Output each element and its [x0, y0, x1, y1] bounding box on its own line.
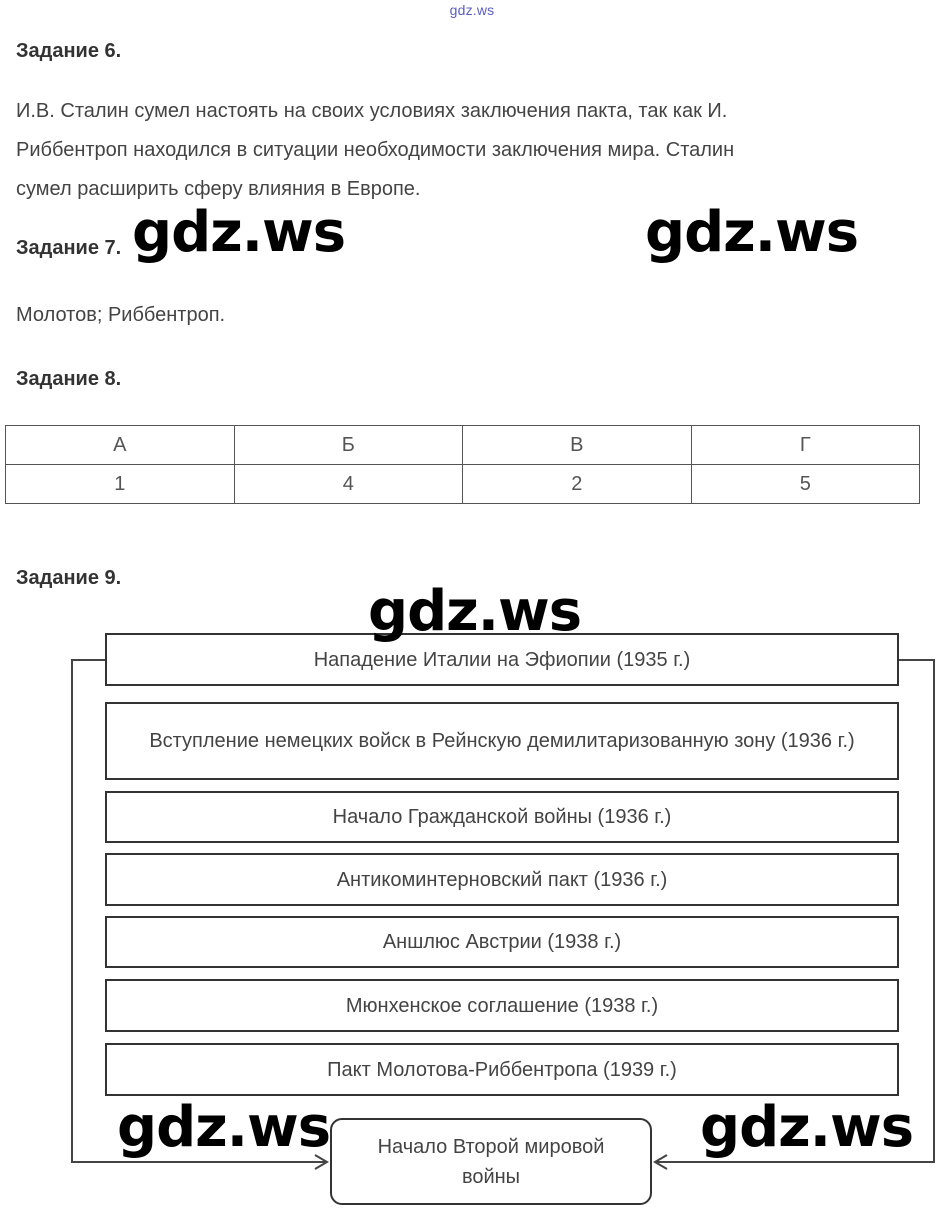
table-cell: 4 [234, 465, 463, 504]
table-header-cell: Г [691, 426, 920, 465]
table-cell: 1 [6, 465, 235, 504]
watermark: gdz.ws [368, 579, 582, 644]
event-box: Мюнхенское соглашение (1938 г.) [105, 979, 899, 1032]
task7-heading: Задание 7. [16, 237, 122, 259]
table-header-cell: В [463, 426, 692, 465]
event-box: Вступление немецких войск в Рейнскую демилитаризованную зону (1936 г.) [105, 702, 899, 780]
task6-line: И.В. Сталин сумел настоять на своих условиях заключения пакта, так как И. [16, 100, 728, 122]
event-box: Нападение Италии на Эфиопии (1935 г.) [105, 633, 899, 686]
watermark: gdz.ws [132, 200, 346, 265]
result-box: Начало Второй мировой войны [330, 1118, 652, 1205]
task8-heading: Задание 8. [16, 368, 122, 390]
task6-line: Риббентроп находился в ситуации необходимости заключения мира. Сталин [16, 139, 735, 161]
table-cell: 5 [691, 465, 920, 504]
task9-heading: Задание 9. [16, 567, 122, 589]
watermark: gdz.ws [700, 1095, 914, 1160]
task6-heading: Задание 6. [16, 40, 122, 62]
task7-answer: Молотов; Риббентроп. [16, 304, 226, 326]
site-tag: gdz.ws [449, 2, 495, 18]
task6-line: сумел расширить сферу влияния в Европе. [16, 178, 421, 200]
watermark: gdz.ws [645, 200, 859, 265]
table-header-cell: Б [234, 426, 463, 465]
event-box: Антикоминтерновский пакт (1936 г.) [105, 853, 899, 906]
event-box: Аншлюс Австрии (1938 г.) [105, 916, 899, 968]
event-box: Начало Гражданской войны (1936 г.) [105, 791, 899, 843]
table-cell: 2 [463, 465, 692, 504]
watermark: gdz.ws [117, 1095, 331, 1160]
table-header-cell: А [6, 426, 235, 465]
event-box: Пакт Молотова-Риббентропа (1939 г.) [105, 1043, 899, 1096]
